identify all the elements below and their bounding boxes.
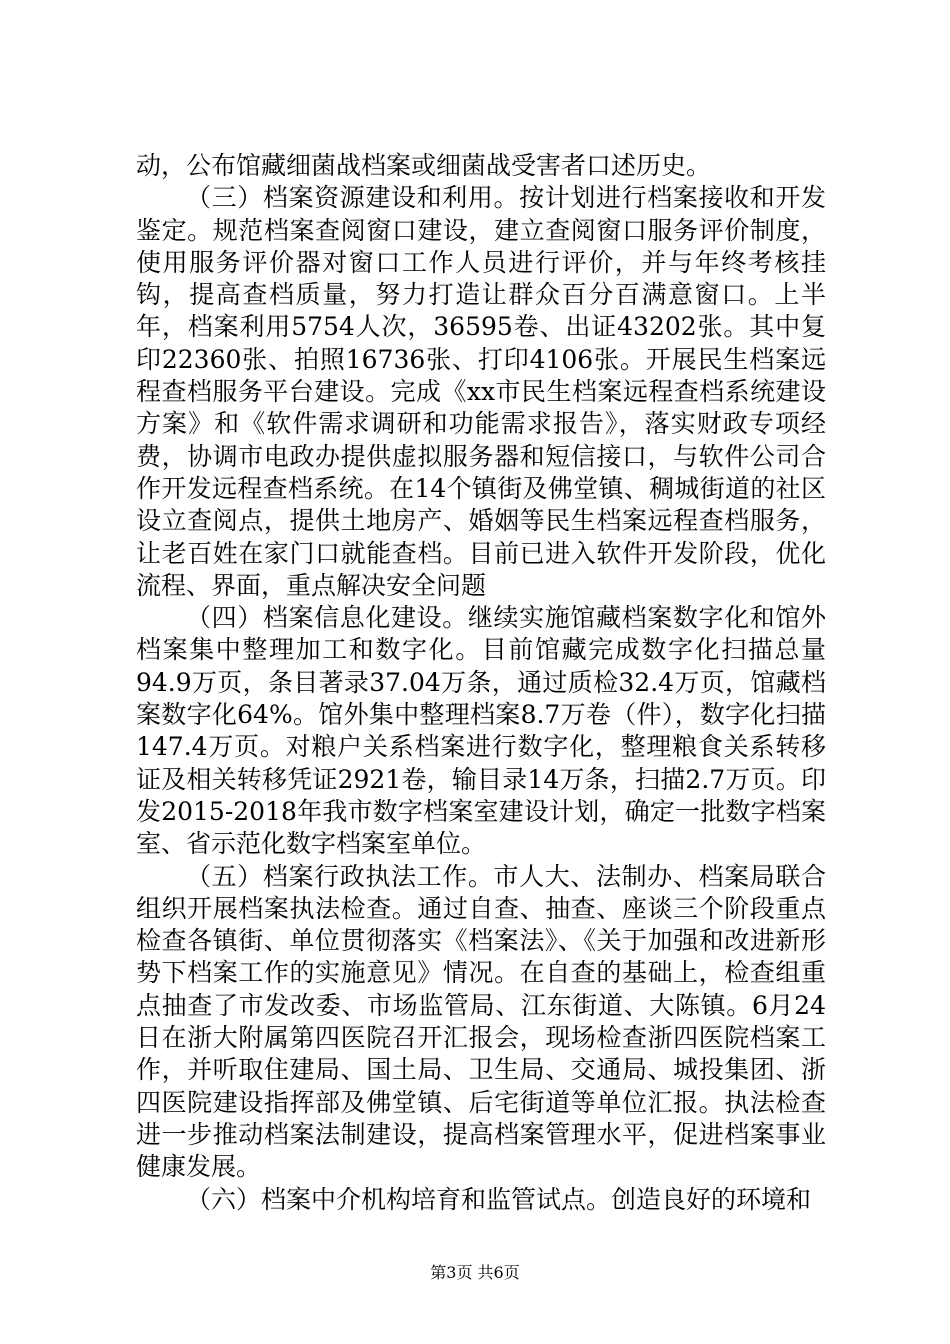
page-footer: 第3页 共6页 <box>430 1263 520 1282</box>
paragraph-section-5: （五）档案行政执法工作。市人大、法制办、档案局联合组织开展档案执法检查。通过自查、抽查、座谈三个阶段重点检查各镇街、单位贯彻落实《档案法》、《关于加强和改进新形势下档案工作的实施意见》情况。在自查的基础上，检查组重点抽查了市发改委、市场监管局、江东街道、大陈镇。6月24日在浙大附属第四医院召开汇报会，现场检查浙四医院档案工作，并听取住建局、国土局、卫生局、交通局、城投集团、浙四医院建设指挥部及佛堂镇、后宅街道等单位汇报。执法检查进一步推动档案法制建设，提高档案管理水平，促进档案事业健康发展。 <box>136 861 826 1182</box>
paragraph-section-4: （四）档案信息化建设。继续实施馆藏档案数字化和馆外档案集中整理加工和数字化。目前馆藏完成数字化扫描总量94.9万页，条目著录37.04万条，通过质检32.4万页，馆藏档案数字化64%。馆外集中整理档案8.7万卷（件），数字化扫描147.4万页。对粮户关系档案进行数字化，整理粮食关系转移证及相关转移凭证2921卷，输目录14万条，扫描2.7万页。印发2015-2018年我市数字档案室建设计划，确定一批数字档案室、省示范化数字档案室单位。 <box>136 603 826 859</box>
paragraph-section-3: （三）档案资源建设和利用。按计划进行档案接收和开发鉴定。规范档案查阅窗口建设，建立查阅窗口服务评价制度，使用服务评价器对窗口工作人员进行评价，并与年终考核挂钩，提高查档质量，努力打造让群众百分百满意窗口。上半年，档案利用5754人次，36595卷、出证43202张。其中复印22360张、拍照16736张、打印4106张。开展民生档案远程查档服务平台建设。完成《xx市民生档案远程查档系统建设方案》和《软件需求调研和功能需求报告》，落实财政专项经费，协调市电政办提供虚拟服务器和短信接口，与软件公司合作开发远程查档系统。在14个镇街及佛堂镇、稠城街道的社区设立查阅点，提供土地房产、婚姻等民生档案远程查档服务，让老百姓在家门口就能查档。目前已进入软件开发阶段，优化流程、界面，重点解决安全问题 <box>136 183 826 600</box>
paragraph-continued: 动，公布馆藏细菌战档案或细菌战受害者口述历史。 <box>136 151 712 180</box>
body-text <box>136 150 826 1216</box>
paragraph-section-6: （六）档案中介机构培育和监管试点。创造良好的环境和 <box>186 1184 812 1214</box>
